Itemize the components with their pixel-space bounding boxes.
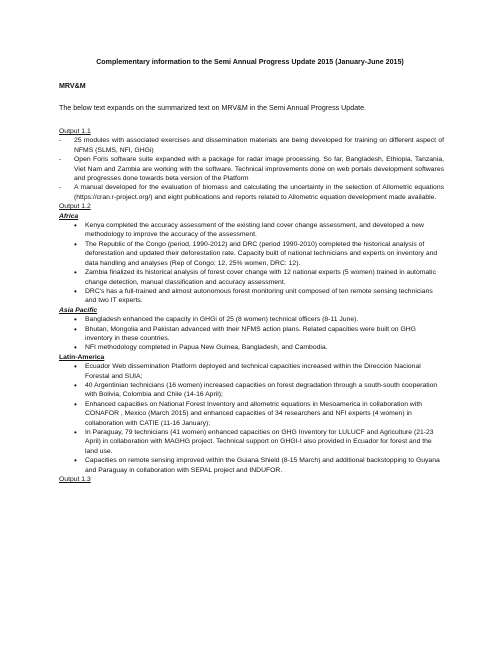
latin-america-list — [59, 362, 444, 475]
section-heading: MRV&M — [59, 82, 86, 90]
output-1-1-heading: Output 1.1 — [59, 128, 91, 135]
list-item: • Kenya completed the accuracy assessment of the existing land cover change assessment, and developed a new methodology to improve the accuracy of the assessment. — [59, 221, 444, 240]
output-1-1-list — [59, 136, 444, 202]
document-title: Complementary information to the Semi Annual Progress Update 2015 (January-June 2015) — [96, 58, 404, 66]
intro-paragraph: The below text expands on the summarized text on MRV&M in the Semi Annual Progress Update. — [59, 104, 367, 112]
list-item: • Enhanced capacities on National Forest Inventory and allometric equations in Mesoamerica in collaboration with CONAFOR , Mexico (March 2015) and enhanced capacities of 34 researchers and NFI experts (4 women) in collaboration with CATIE (11-16 January); — [59, 400, 444, 428]
list-item: • Ecuador Web dissemination Platform deployed and technical capacities increased within the Dirección Nacional Forestal and SUIA; — [59, 362, 444, 381]
africa-list — [59, 221, 444, 306]
list-item: - A manual developed for the evaluation of biomass and calculating the uncertainty in the selection of Allometric equations (https://cran.r-project.org/) and eight publications and reports related to Allometric equation development made available. — [59, 183, 444, 202]
list-item: • Bhutan, Mongolia and Pakistan advanced with their NFMS action plans. Related capacities were built on GHG inventory in these countries. — [59, 325, 444, 344]
latin-america-heading: Latin-America — [59, 353, 105, 361]
list-item: • 40 Argentinian technicians (16 women) increased capacities on forest degradation through a south-south cooperation with Bolivia, Colombia and Chile (14-16 April); — [59, 381, 444, 400]
list-item: • The Republic of the Congo (period, 1990-2012) and DRC (period 1990-2010) completed the historical analysis of deforestation and updated their deforestation rate. Capacity built of national technicians and experts on inventory and data handling and analyses (Rep of Congo: 12, 25% women, DRC: 12). — [59, 240, 444, 268]
list-item: • Bangladesh enhanced the capacity in GHGi of 25 (8 women) technical officers (8-11 June). — [59, 315, 444, 324]
output-1-2-heading: Output 1.2 — [59, 203, 91, 211]
output-1-3-heading: Output 1.3 — [59, 476, 91, 484]
list-item: • In Paraguay, 79 technicians (41 women) enhanced capacities on GHG Inventory for LULUCF and Agriculture (21-23 April) in collaboration with MAGHG project. Technical support on GHGI-I also provided in Ecuador for forest and the land use. — [59, 428, 444, 456]
list-item: • Zambia finalized its historical analysis of forest cover change with 12 national experts (5 women) trained in automatic change detection, manual classification and accuracy assessment. — [59, 268, 444, 287]
africa-heading: Africa — [59, 212, 79, 220]
list-item: - Open Foris software suite expanded with a package for radar image processing. So far, Bangladesh, Ethiopia, Tanzania, Viet Nam and Zambia are working with the software. Technical improvements done on web portals development softwares and progresses done towards beta version of the Platform — [59, 155, 444, 183]
list-item: • Capacities on remote sensing improved within the Guiana Shield (8-15 March) and additional backstopping to Guyana and Paraguay in collaboration with SEPAL project and INDUFOR. — [59, 456, 444, 475]
list-item: - 25 modules with associated exercises and dissemination materials are being developed for training on different aspect of NFMS (SLMS, NFI, GHGi) — [59, 136, 444, 155]
list-item: • NFI methodology completed in Papua New Guinea, Bangladesh, and Cambodia. — [59, 343, 444, 352]
list-item: • DRC's has a full-trained and almost autonomous forest monitoring unit composed of ten remote sensing technicians and two IT experts. — [59, 287, 444, 306]
document-body — [59, 127, 444, 484]
asia-pacific-heading: Asia Pacific — [59, 306, 98, 314]
asia-pacific-list — [59, 315, 444, 353]
